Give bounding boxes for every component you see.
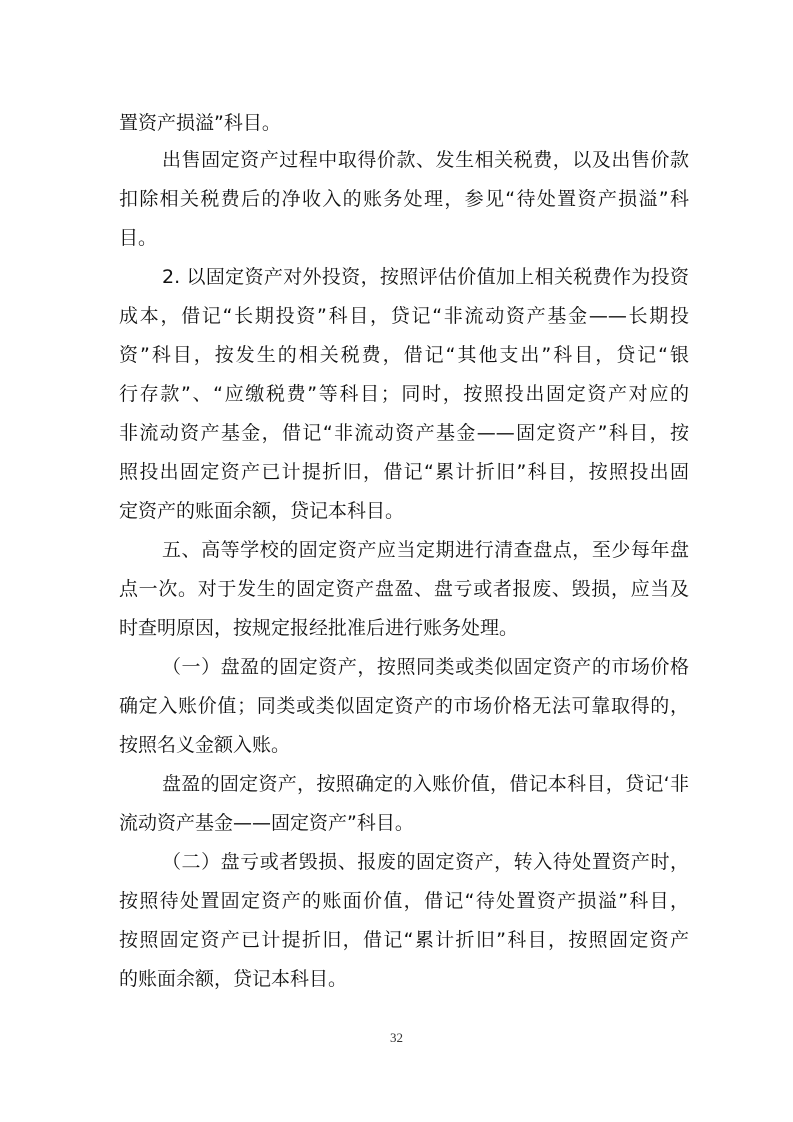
text-line: 成本，借记“长期投资”科目，贷记“非流动资产基金——长期投 [119,305,689,327]
text-line: 按照名义金额入账。 [119,734,291,756]
text-line: 资”科目，按发生的相关税费，借记“其他支出”科目，贷记“银 [119,344,689,366]
text-line: 照投出固定资产已计提折旧，借记“累计折旧”科目，按照投出固 [119,461,689,483]
text-line: 2. 以固定资产对外投资，按照评估价值加上相关税费作为投资 [162,266,689,288]
text-line: 非流动资产基金，借记“非流动资产基金——固定资产”科目，按 [119,422,689,444]
text-line: 按照固定资产已计提折旧，借记“累计折旧”科目，按照固定资产 [119,929,689,951]
text-line: 定资产的账面余额，贷记本科目。 [119,500,405,522]
text-line: 扣除相关税费后的净收入的账务处理，参见“待处置资产损溢”科 [119,188,689,210]
text-line: 行存款”、“应缴税费”等科目；同时，按照投出固定资产对应的 [119,383,689,405]
text-line: 时查明原因，按规定报经批准后进行账务处理。 [119,617,519,639]
text-line: 的账面余额，贷记本科目。 [119,968,348,990]
text-line: 五、高等学校的固定资产应当定期进行清查盘点，至少每年盘 [162,539,689,561]
text-line: 确定入账价值；同类或类似固定资产的市场价格无法可靠取得的， [119,695,689,717]
text-line: （二）盘亏或者毁损、报废的固定资产，转入待处置资产时， [162,851,689,873]
text-line: 流动资产基金——固定资产”科目。 [119,812,414,834]
text-line: 置资产损溢”科目。 [119,112,281,134]
text-line: 盘盈的固定资产，按照确定的入账价值，借记本科目，贷记‘非 [162,773,689,795]
text-line: 出售固定资产过程中取得价款、发生相关税费，以及出售价款 [162,149,689,171]
text-line: 点一次。对于发生的固定资产盘盈、盘亏或者报废、毁损，应当及 [119,578,689,600]
text-line: 按照待处置固定资产的账面价值，借记“待处置资产损溢”科目， [119,890,689,912]
page-number: 32 [390,1030,403,1045]
text-line: （一）盘盈的固定资产，按照同类或类似固定资产的市场价格 [162,656,689,678]
text-line: 目。 [119,227,158,249]
